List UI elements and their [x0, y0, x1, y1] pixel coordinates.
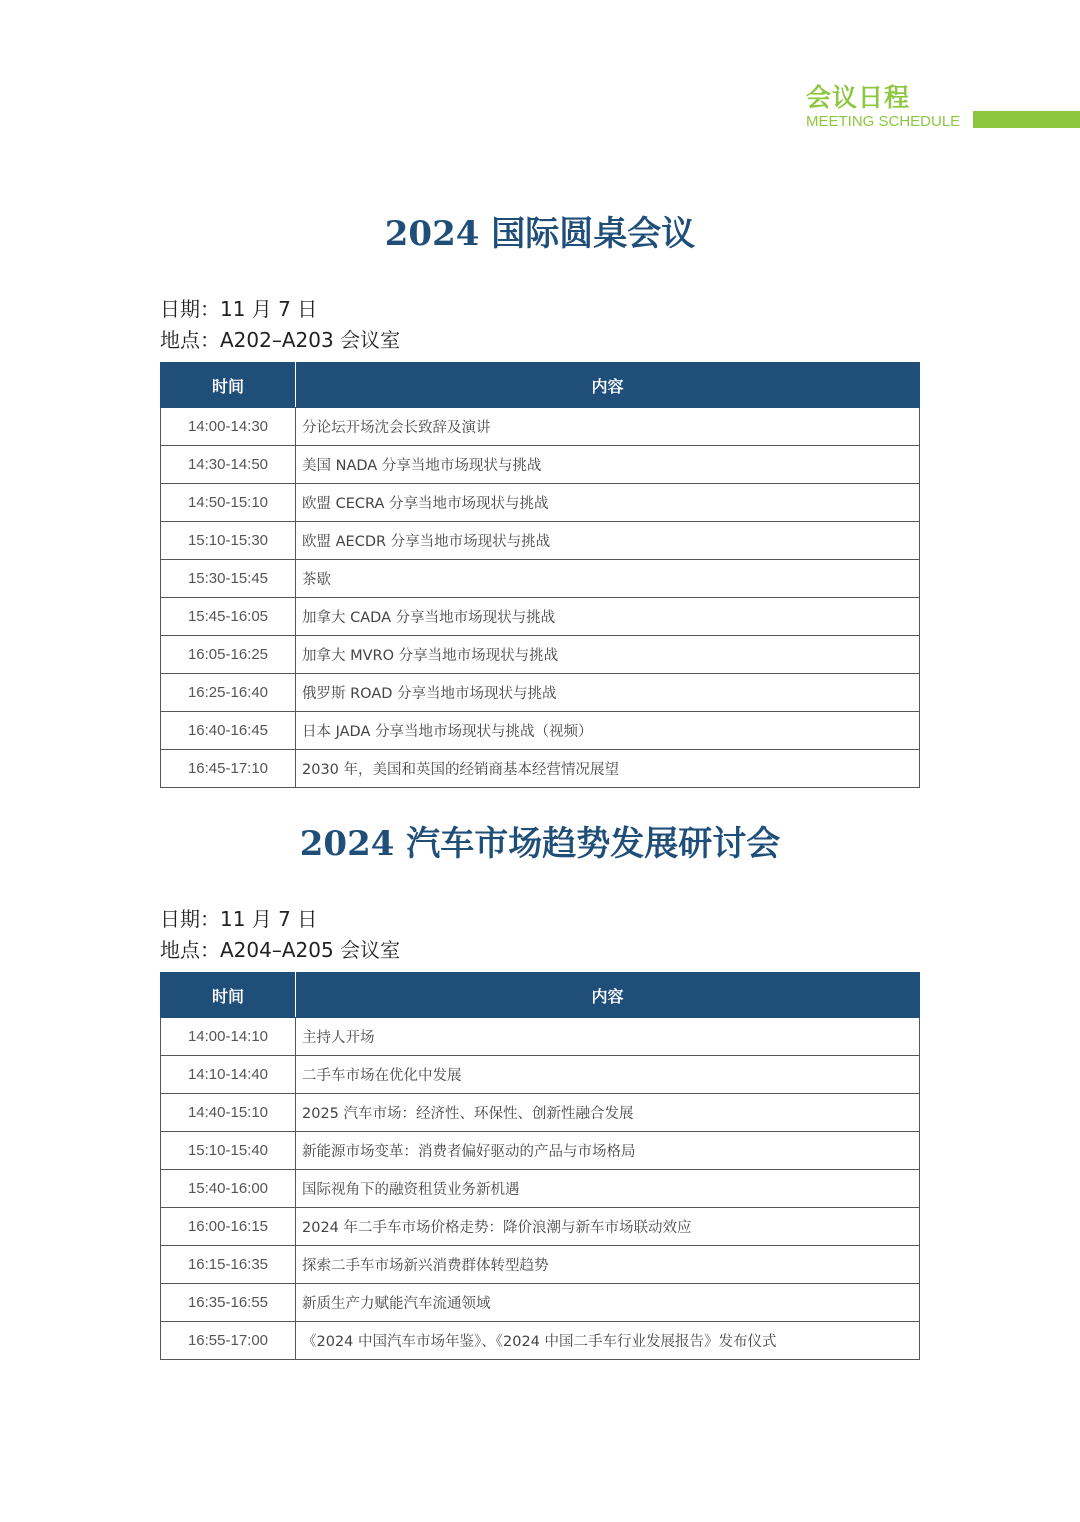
row-time: 16:35-16:55	[161, 1284, 296, 1322]
row-time: 15:40-16:00	[161, 1170, 296, 1208]
row-time: 16:45-17:10	[161, 750, 296, 788]
header-title-en: MEETING SCHEDULE	[806, 113, 961, 130]
row-time: 15:45-16:05	[161, 598, 296, 636]
table-row	[161, 1284, 920, 1322]
table-header-row	[161, 973, 920, 1018]
section-title: 2024 国际圆桌会议	[384, 214, 696, 254]
table-row	[161, 560, 920, 598]
header-time: 时间	[161, 973, 296, 1018]
meeting-location: 地点：A202–A203 会议室	[160, 328, 401, 352]
meeting-date: 日期：11 月 7 日	[160, 907, 318, 931]
row-content: 《2024 中国汽车市场年鉴》、《2024 中国二手车行业发展报告》发布仪式	[296, 1322, 920, 1360]
row-time: 16:40-16:45	[161, 712, 296, 750]
row-content: 欧盟 AECDR 分享当地市场现状与挑战	[296, 522, 920, 560]
section-market-trends	[160, 822, 920, 1360]
table-row	[161, 484, 920, 522]
row-time: 15:30-15:45	[161, 560, 296, 598]
schedule-table	[160, 972, 920, 1360]
row-time: 15:10-15:40	[161, 1132, 296, 1170]
header-content: 内容	[296, 973, 920, 1018]
table-row	[161, 446, 920, 484]
row-time: 16:05-16:25	[161, 636, 296, 674]
row-content: 2030 年，美国和英国的经销商基本经营情况展望	[296, 750, 920, 788]
table-row	[161, 1132, 920, 1170]
section-title: 2024 汽车市场趋势发展研讨会	[299, 824, 781, 864]
meeting-location: 地点：A204–A205 会议室	[160, 938, 401, 962]
row-time: 16:25-16:40	[161, 674, 296, 712]
table-row	[161, 674, 920, 712]
table-row	[161, 1246, 920, 1284]
header-title-cn: 会议日程	[806, 83, 911, 112]
brand-header	[806, 84, 960, 130]
row-content: 二手车市场在优化中发展	[296, 1056, 920, 1094]
table-row	[161, 598, 920, 636]
table-row	[161, 1018, 920, 1056]
table-row	[161, 408, 920, 446]
table-header-row	[161, 363, 920, 408]
row-time: 16:15-16:35	[161, 1246, 296, 1284]
table-row	[161, 1056, 920, 1094]
header-time: 时间	[161, 363, 296, 408]
row-content: 美国 NADA 分享当地市场现状与挑战	[296, 446, 920, 484]
row-time: 14:40-15:10	[161, 1094, 296, 1132]
row-time: 16:00-16:15	[161, 1208, 296, 1246]
table-row	[161, 1208, 920, 1246]
row-content: 2024 年二手车市场价格走势：降价浪潮与新车市场联动效应	[296, 1208, 920, 1246]
row-content: 茶歇	[296, 560, 920, 598]
table-row	[161, 750, 920, 788]
row-content: 加拿大 MVRO 分享当地市场现状与挑战	[296, 636, 920, 674]
schedule-table	[160, 362, 920, 788]
header-content: 内容	[296, 363, 920, 408]
section-roundtable	[160, 212, 920, 788]
row-content: 欧盟 CECRA 分享当地市场现状与挑战	[296, 484, 920, 522]
row-content: 探索二手车市场新兴消费群体转型趋势	[296, 1246, 920, 1284]
row-content: 加拿大 CADA 分享当地市场现状与挑战	[296, 598, 920, 636]
row-time: 14:00-14:30	[161, 408, 296, 446]
table-row	[161, 522, 920, 560]
row-content: 主持人开场	[296, 1018, 920, 1056]
header-accent-bar	[973, 111, 1080, 128]
row-time: 15:10-15:30	[161, 522, 296, 560]
row-content: 俄罗斯 ROAD 分享当地市场现状与挑战	[296, 674, 920, 712]
row-content: 新质生产力赋能汽车流通领域	[296, 1284, 920, 1322]
row-content: 分论坛开场沈会长致辞及演讲	[296, 408, 920, 446]
table-row	[161, 712, 920, 750]
section-meta	[160, 294, 920, 356]
row-content: 国际视角下的融资租赁业务新机遇	[296, 1170, 920, 1208]
row-time: 14:30-14:50	[161, 446, 296, 484]
row-time: 14:10-14:40	[161, 1056, 296, 1094]
row-time: 16:55-17:00	[161, 1322, 296, 1360]
table-row	[161, 1170, 920, 1208]
meeting-date: 日期：11 月 7 日	[160, 297, 318, 321]
section-meta	[160, 904, 920, 966]
row-content: 日本 JADA 分享当地市场现状与挑战（视频）	[296, 712, 920, 750]
row-time: 14:00-14:10	[161, 1018, 296, 1056]
table-row	[161, 1094, 920, 1132]
row-content: 新能源市场变革：消费者偏好驱动的产品与市场格局	[296, 1132, 920, 1170]
row-content: 2025 汽车市场：经济性、环保性、创新性融合发展	[296, 1094, 920, 1132]
table-body	[161, 1018, 920, 1360]
table-row	[161, 636, 920, 674]
table-row	[161, 1322, 920, 1360]
row-time: 14:50-15:10	[161, 484, 296, 522]
table-body	[161, 408, 920, 788]
